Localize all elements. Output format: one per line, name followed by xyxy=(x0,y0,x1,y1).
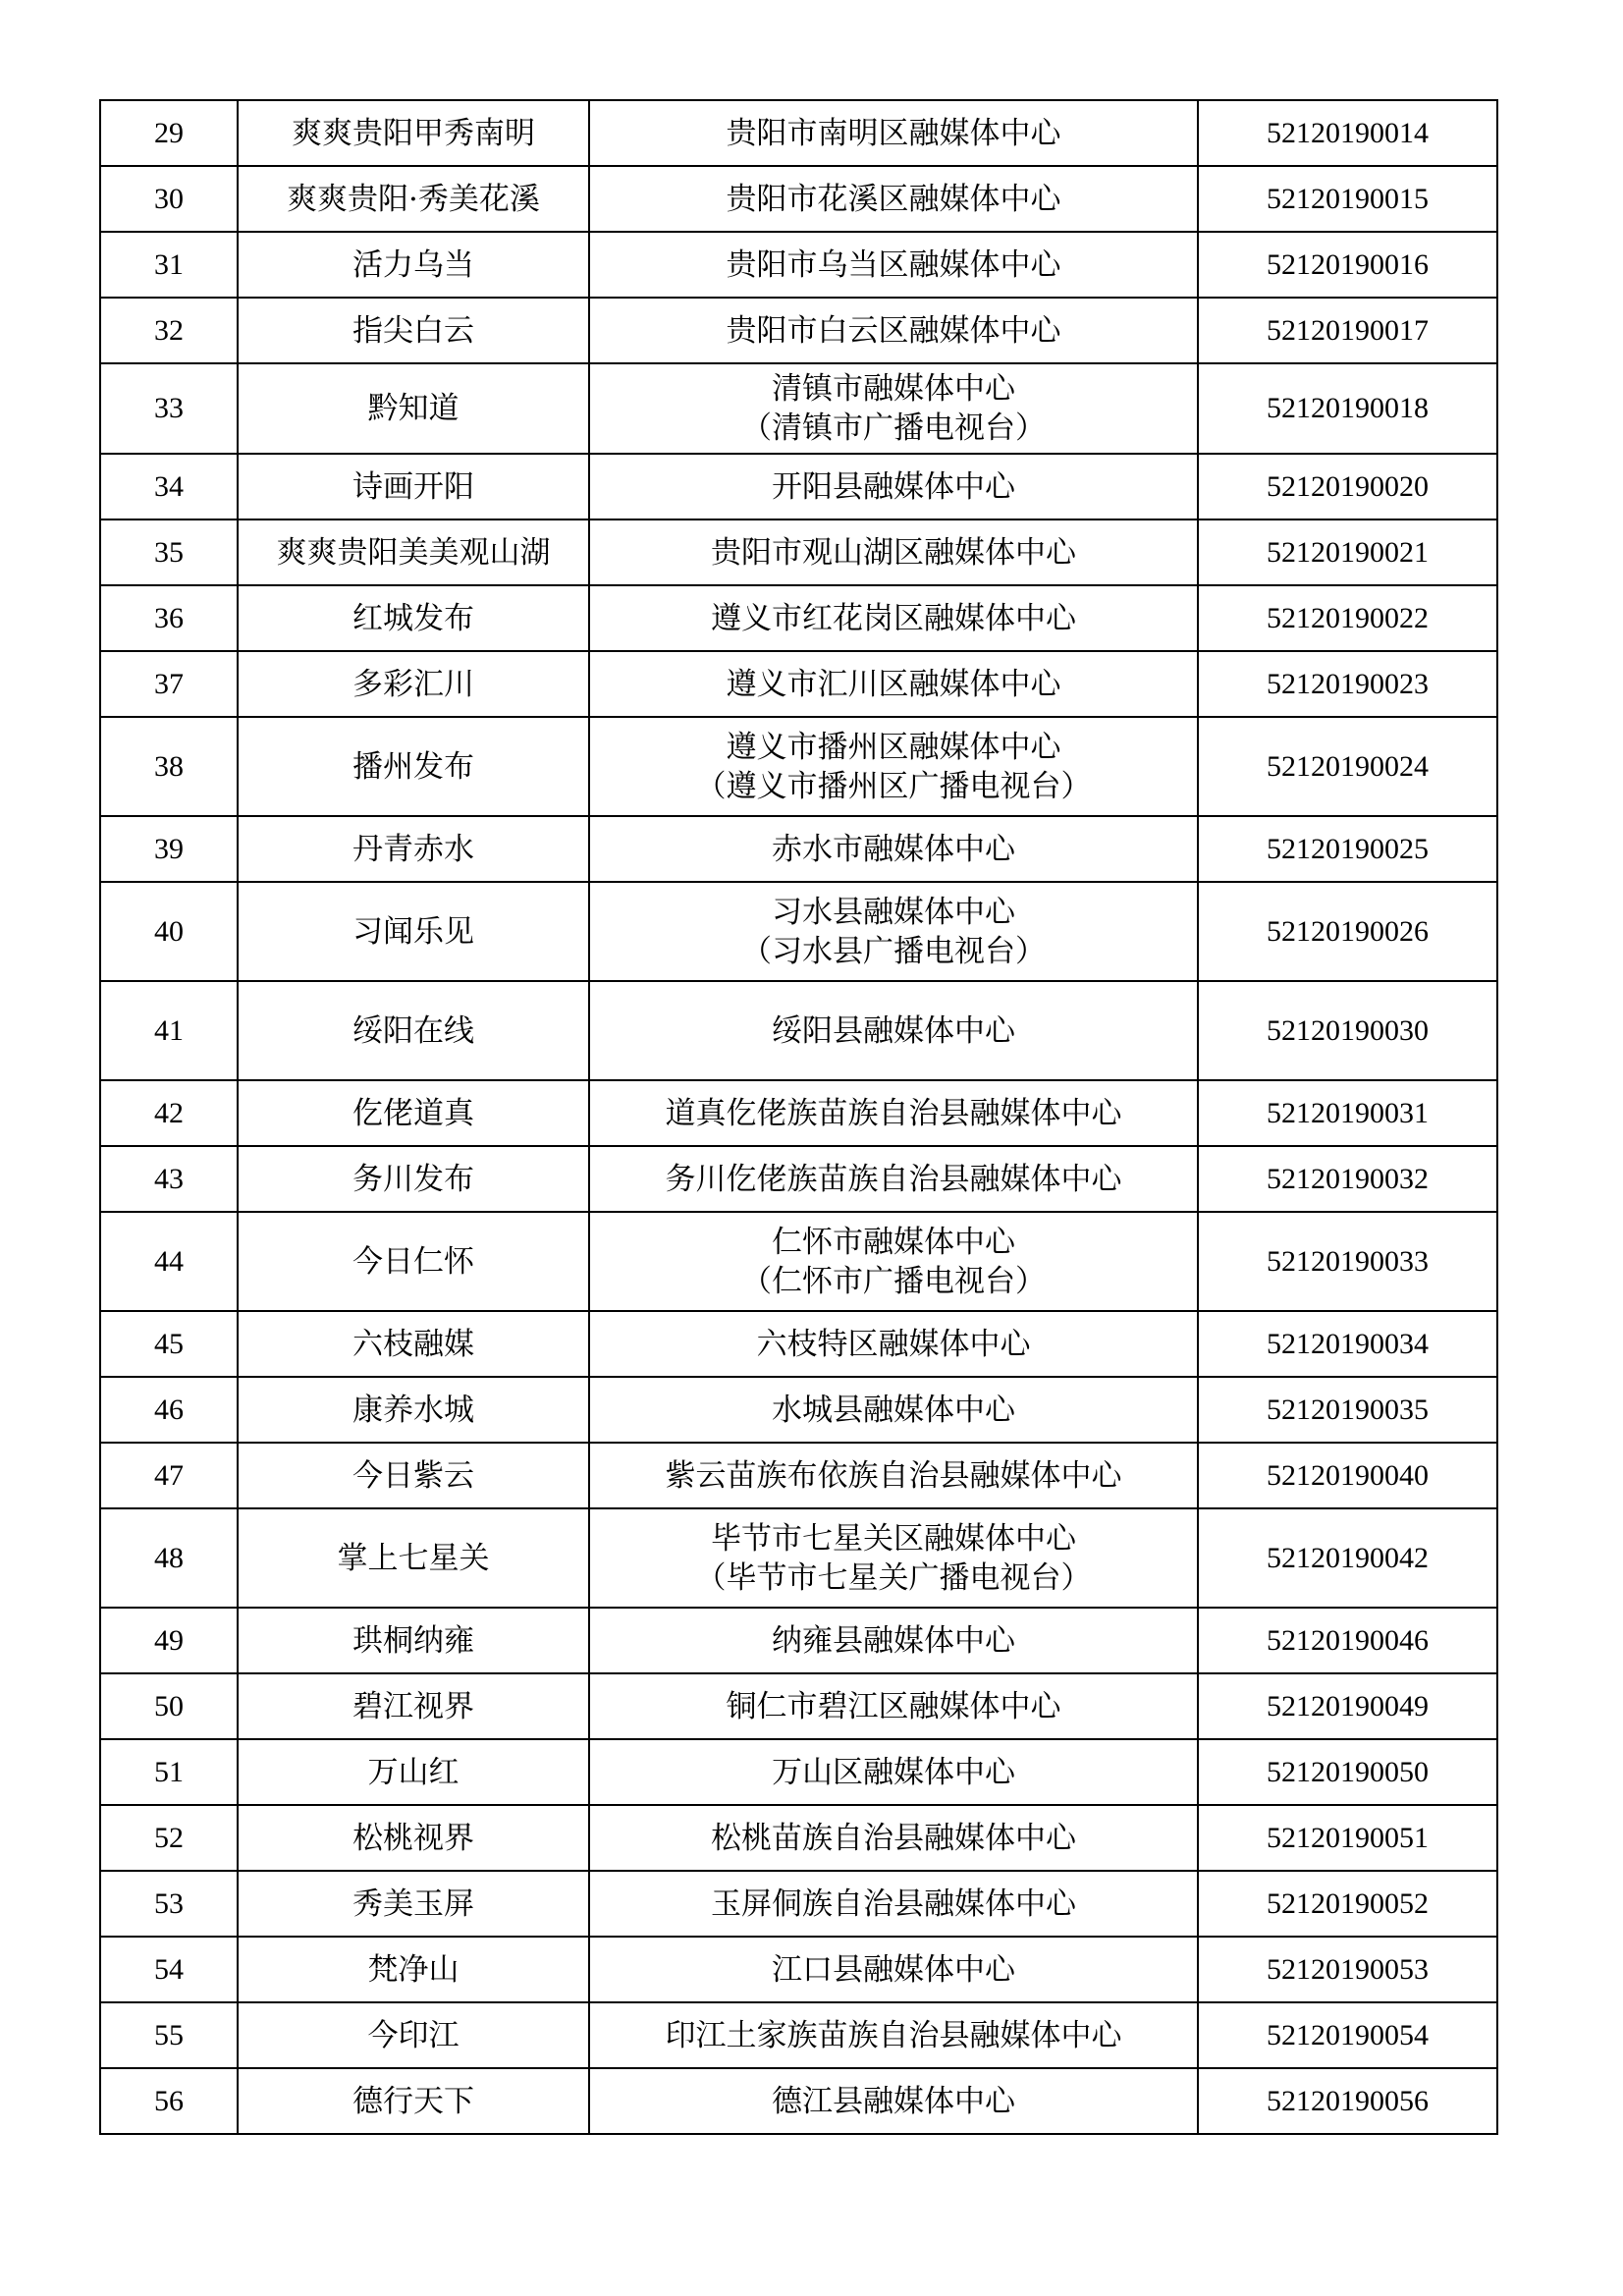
table-row xyxy=(100,981,1497,1080)
table-row xyxy=(100,816,1497,882)
organization-line: 仁怀市融媒体中心 xyxy=(772,1224,1015,1260)
account-name: 活力乌当 xyxy=(238,232,589,298)
table-row xyxy=(100,1871,1497,1937)
registration-code: 52120190017 xyxy=(1198,298,1497,363)
account-name: 黔知道 xyxy=(238,363,589,454)
registration-code: 52120190022 xyxy=(1198,585,1497,651)
account-name: 务川发布 xyxy=(238,1146,589,1212)
organization-line: 清镇市融媒体中心 xyxy=(772,371,1015,407)
row-number: 56 xyxy=(100,2068,238,2134)
registration-code: 52120190049 xyxy=(1198,1673,1497,1739)
row-number: 53 xyxy=(100,1871,238,1937)
row-number: 29 xyxy=(100,100,238,166)
table-row xyxy=(100,1805,1497,1871)
media-list-table xyxy=(99,99,1498,2135)
organization xyxy=(589,100,1198,166)
organization xyxy=(589,882,1198,981)
organization-line: 印江土家族苗族自治县融媒体中心 xyxy=(665,2017,1122,2053)
table-row xyxy=(100,1377,1497,1443)
organization-line: 松桃苗族自治县融媒体中心 xyxy=(711,1820,1076,1856)
organization-line: 务川仡佬族苗族自治县融媒体中心 xyxy=(665,1161,1122,1197)
account-name: 松桃视界 xyxy=(238,1805,589,1871)
table-row xyxy=(100,519,1497,585)
account-name: 爽爽贵阳甲秀南明 xyxy=(238,100,589,166)
organization xyxy=(589,1871,1198,1937)
organization-line: 遵义市汇川区融媒体中心 xyxy=(726,666,1061,702)
registration-code: 52120190050 xyxy=(1198,1739,1497,1805)
registration-code: 52120190020 xyxy=(1198,454,1497,519)
row-number: 43 xyxy=(100,1146,238,1212)
row-number: 52 xyxy=(100,1805,238,1871)
organization-line: 玉屏侗族自治县融媒体中心 xyxy=(711,1886,1076,1922)
organization xyxy=(589,166,1198,232)
organization-line: （习水县广播电视台） xyxy=(741,933,1046,969)
table-row xyxy=(100,651,1497,717)
account-name: 红城发布 xyxy=(238,585,589,651)
organization-line: 贵阳市花溪区融媒体中心 xyxy=(726,181,1061,217)
table-row xyxy=(100,166,1497,232)
row-number: 39 xyxy=(100,816,238,882)
registration-code: 52120190024 xyxy=(1198,717,1497,816)
organization-line: 赤水市融媒体中心 xyxy=(772,831,1015,867)
table-row xyxy=(100,1608,1497,1673)
table-row xyxy=(100,882,1497,981)
table-row xyxy=(100,454,1497,519)
row-number: 40 xyxy=(100,882,238,981)
table-row xyxy=(100,1311,1497,1377)
organization-line: 习水县融媒体中心 xyxy=(772,894,1015,930)
organization xyxy=(589,1146,1198,1212)
table-row xyxy=(100,100,1497,166)
organization-line: 水城县融媒体中心 xyxy=(772,1392,1015,1428)
organization-line: 纳雍县融媒体中心 xyxy=(772,1622,1015,1659)
row-number: 47 xyxy=(100,1443,238,1508)
registration-code: 52120190014 xyxy=(1198,100,1497,166)
row-number: 37 xyxy=(100,651,238,717)
account-name: 今印江 xyxy=(238,2002,589,2068)
account-name: 掌上七星关 xyxy=(238,1508,589,1608)
account-name: 六枝融媒 xyxy=(238,1311,589,1377)
organization-line: 贵阳市白云区融媒体中心 xyxy=(726,312,1061,349)
organization-line: 江口县融媒体中心 xyxy=(772,1951,1015,1988)
organization-line: （清镇市广播电视台） xyxy=(741,410,1046,446)
table-row xyxy=(100,1937,1497,2002)
registration-code: 52120190023 xyxy=(1198,651,1497,717)
table-row xyxy=(100,717,1497,816)
row-number: 36 xyxy=(100,585,238,651)
registration-code: 52120190031 xyxy=(1198,1080,1497,1146)
row-number: 44 xyxy=(100,1212,238,1311)
organization xyxy=(589,1443,1198,1508)
table-row xyxy=(100,1212,1497,1311)
registration-code: 52120190015 xyxy=(1198,166,1497,232)
account-name: 碧江视界 xyxy=(238,1673,589,1739)
account-name: 习闻乐见 xyxy=(238,882,589,981)
table-row xyxy=(100,2068,1497,2134)
organization-line: 铜仁市碧江区融媒体中心 xyxy=(726,1688,1061,1724)
organization xyxy=(589,1608,1198,1673)
organization xyxy=(589,585,1198,651)
registration-code: 52120190025 xyxy=(1198,816,1497,882)
account-name: 今日仁怀 xyxy=(238,1212,589,1311)
account-name: 梵净山 xyxy=(238,1937,589,2002)
account-name: 珙桐纳雍 xyxy=(238,1608,589,1673)
table-row xyxy=(100,298,1497,363)
organization-line: 遵义市播州区融媒体中心 xyxy=(726,729,1061,765)
account-name: 指尖白云 xyxy=(238,298,589,363)
registration-code: 52120190021 xyxy=(1198,519,1497,585)
organization xyxy=(589,454,1198,519)
organization xyxy=(589,1311,1198,1377)
account-name: 播州发布 xyxy=(238,717,589,816)
account-name: 秀美玉屏 xyxy=(238,1871,589,1937)
account-name: 多彩汇川 xyxy=(238,651,589,717)
row-number: 32 xyxy=(100,298,238,363)
table-row xyxy=(100,585,1497,651)
organization xyxy=(589,1805,1198,1871)
organization-line: 贵阳市乌当区融媒体中心 xyxy=(726,246,1061,283)
organization xyxy=(589,232,1198,298)
organization xyxy=(589,1212,1198,1311)
organization-line: 道真仡佬族苗族自治县融媒体中心 xyxy=(665,1095,1122,1131)
organization-line: 紫云苗族布依族自治县融媒体中心 xyxy=(665,1457,1122,1494)
registration-code: 52120190034 xyxy=(1198,1311,1497,1377)
account-name: 丹青赤水 xyxy=(238,816,589,882)
organization-line: （仁怀市广播电视台） xyxy=(741,1263,1046,1299)
registration-code: 52120190016 xyxy=(1198,232,1497,298)
organization xyxy=(589,1937,1198,2002)
organization-line: 毕节市七星关区融媒体中心 xyxy=(711,1520,1076,1557)
organization-line: 贵阳市观山湖区融媒体中心 xyxy=(711,534,1076,571)
table-row xyxy=(100,2002,1497,2068)
row-number: 34 xyxy=(100,454,238,519)
organization xyxy=(589,981,1198,1080)
organization-line: 遵义市红花岗区融媒体中心 xyxy=(711,600,1076,636)
registration-code: 52120190033 xyxy=(1198,1212,1497,1311)
organization-line: 贵阳市南明区融媒体中心 xyxy=(726,115,1061,151)
organization-line: （遵义市播州区广播电视台） xyxy=(695,768,1092,804)
registration-code: 52120190035 xyxy=(1198,1377,1497,1443)
row-number: 49 xyxy=(100,1608,238,1673)
organization xyxy=(589,519,1198,585)
row-number: 50 xyxy=(100,1673,238,1739)
organization xyxy=(589,651,1198,717)
row-number: 45 xyxy=(100,1311,238,1377)
registration-code: 52120190052 xyxy=(1198,1871,1497,1937)
organization xyxy=(589,816,1198,882)
organization xyxy=(589,1739,1198,1805)
account-name: 仡佬道真 xyxy=(238,1080,589,1146)
organization xyxy=(589,2002,1198,2068)
row-number: 42 xyxy=(100,1080,238,1146)
registration-code: 52120190032 xyxy=(1198,1146,1497,1212)
row-number: 35 xyxy=(100,519,238,585)
row-number: 41 xyxy=(100,981,238,1080)
table-row xyxy=(100,1673,1497,1739)
organization xyxy=(589,1508,1198,1608)
organization-line: （毕节市七星关广播电视台） xyxy=(695,1559,1092,1596)
row-number: 46 xyxy=(100,1377,238,1443)
row-number: 33 xyxy=(100,363,238,454)
organization xyxy=(589,298,1198,363)
row-number: 30 xyxy=(100,166,238,232)
account-name: 爽爽贵阳·秀美花溪 xyxy=(238,166,589,232)
table-row xyxy=(100,1508,1497,1608)
account-name: 万山红 xyxy=(238,1739,589,1805)
organization xyxy=(589,363,1198,454)
table-row xyxy=(100,1146,1497,1212)
registration-code: 52120190030 xyxy=(1198,981,1497,1080)
organization xyxy=(589,1080,1198,1146)
row-number: 55 xyxy=(100,2002,238,2068)
table-body xyxy=(100,100,1497,2134)
registration-code: 52120190046 xyxy=(1198,1608,1497,1673)
registration-code: 52120190040 xyxy=(1198,1443,1497,1508)
organization-line: 开阳县融媒体中心 xyxy=(772,468,1015,505)
registration-code: 52120190056 xyxy=(1198,2068,1497,2134)
table-row xyxy=(100,232,1497,298)
registration-code: 52120190053 xyxy=(1198,1937,1497,2002)
row-number: 51 xyxy=(100,1739,238,1805)
registration-code: 52120190018 xyxy=(1198,363,1497,454)
account-name: 爽爽贵阳美美观山湖 xyxy=(238,519,589,585)
organization xyxy=(589,2068,1198,2134)
registration-code: 52120190054 xyxy=(1198,2002,1497,2068)
account-name: 康养水城 xyxy=(238,1377,589,1443)
table-row xyxy=(100,1739,1497,1805)
organization-line: 六枝特区融媒体中心 xyxy=(756,1326,1031,1362)
organization-line: 德江县融媒体中心 xyxy=(772,2083,1015,2119)
account-name: 绥阳在线 xyxy=(238,981,589,1080)
account-name: 诗画开阳 xyxy=(238,454,589,519)
organization xyxy=(589,717,1198,816)
row-number: 54 xyxy=(100,1937,238,2002)
table-row xyxy=(100,1080,1497,1146)
registration-code: 52120190042 xyxy=(1198,1508,1497,1608)
registration-code: 52120190026 xyxy=(1198,882,1497,981)
row-number: 48 xyxy=(100,1508,238,1608)
organization xyxy=(589,1673,1198,1739)
organization-line: 绥阳县融媒体中心 xyxy=(772,1012,1015,1049)
table-row xyxy=(100,363,1497,454)
registration-code: 52120190051 xyxy=(1198,1805,1497,1871)
row-number: 31 xyxy=(100,232,238,298)
row-number: 38 xyxy=(100,717,238,816)
table-row xyxy=(100,1443,1497,1508)
account-name: 今日紫云 xyxy=(238,1443,589,1508)
organization-line: 万山区融媒体中心 xyxy=(772,1754,1015,1790)
organization xyxy=(589,1377,1198,1443)
account-name: 德行天下 xyxy=(238,2068,589,2134)
